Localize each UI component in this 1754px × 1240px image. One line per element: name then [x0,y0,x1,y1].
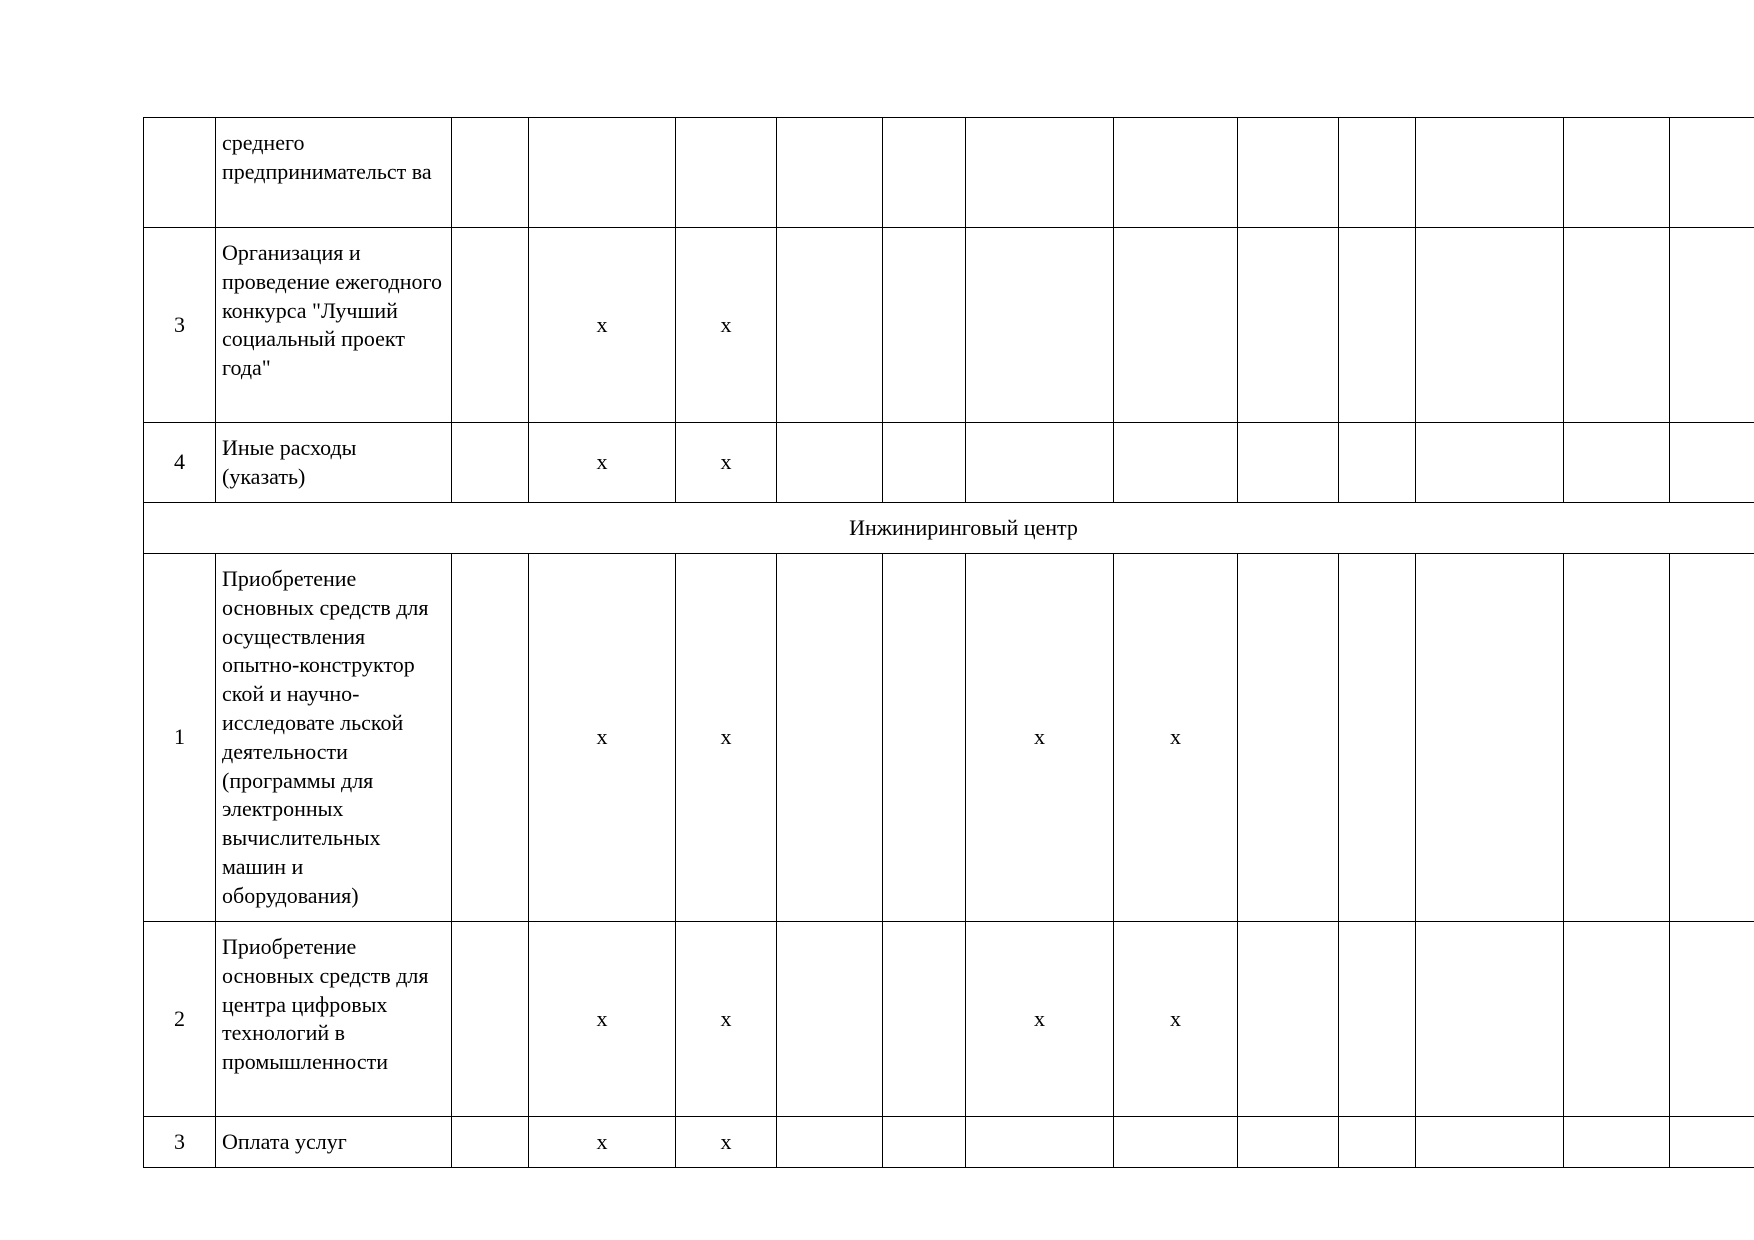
mark-cell [966,1117,1114,1168]
mark-cell: x [529,423,676,503]
mark-cell [1564,118,1670,228]
mark-cell [883,423,966,503]
mark-cell [777,1117,883,1168]
table-row [144,423,1754,503]
mark-cell: x [1114,922,1238,1117]
mark-cell [1114,1117,1238,1168]
section-title: Инжиниринговый центр [144,503,1754,554]
mark-cell [1670,118,1754,228]
mark-cell: x [529,554,676,922]
mark-cell [777,228,883,423]
mark-cell [1339,554,1416,922]
mark-cell [883,554,966,922]
table-row [144,228,1754,423]
mark-cell: x [966,922,1114,1117]
row-name-cell: Приобретение основных средств для осуществления опытно-конструктор ской и научно-исследовате льской деятельности (программы для электронных вычислительных машин и оборудования) [216,554,452,922]
row-name-cell: среднего предпринимательст ва [216,118,452,228]
row-name-cell: Организация и проведение ежегодного конкурса "Лучший социальный проект года" [216,228,452,423]
mark-cell [452,1117,529,1168]
row-number-cell: 1 [144,554,216,922]
mark-cell: x [1114,554,1238,922]
mark-cell [966,118,1114,228]
mark-cell [1564,423,1670,503]
row-name-cell: Приобретение основных средств для центра цифровых технологий в промышленности [216,922,452,1117]
table-row [144,1117,1754,1168]
mark-cell [1238,118,1339,228]
row-number-cell [144,118,216,228]
mark-cell: x [676,554,777,922]
row-number-cell: 3 [144,228,216,423]
mark-cell [883,228,966,423]
expenses-table [143,117,1754,1168]
mark-cell [1114,228,1238,423]
mark-cell [777,922,883,1117]
table-body [144,118,1754,1168]
mark-cell [883,118,966,228]
mark-cell [1564,1117,1670,1168]
mark-cell [452,228,529,423]
mark-cell [1114,118,1238,228]
mark-cell [883,1117,966,1168]
mark-cell [1670,554,1754,922]
mark-cell [1416,1117,1564,1168]
table-row [144,118,1754,228]
mark-cell [1564,554,1670,922]
mark-cell [1416,922,1564,1117]
mark-cell [452,423,529,503]
mark-cell: x [529,1117,676,1168]
mark-cell [452,118,529,228]
mark-cell [452,554,529,922]
mark-cell: x [966,554,1114,922]
row-number-cell: 4 [144,423,216,503]
mark-cell [1670,1117,1754,1168]
mark-cell [1238,554,1339,922]
mark-cell [1238,228,1339,423]
row-name-cell: Иные расходы (указать) [216,423,452,503]
mark-cell [1416,423,1564,503]
mark-cell [1670,228,1754,423]
mark-cell [777,118,883,228]
row-number-cell: 3 [144,1117,216,1168]
mark-cell [1416,554,1564,922]
mark-cell [1564,922,1670,1117]
mark-cell [966,228,1114,423]
mark-cell [1416,228,1564,423]
mark-cell [1339,423,1416,503]
mark-cell: x [676,228,777,423]
mark-cell [1238,423,1339,503]
mark-cell [1114,423,1238,503]
row-number-cell: 2 [144,922,216,1117]
mark-cell: x [529,228,676,423]
mark-cell: x [676,423,777,503]
mark-cell: x [529,922,676,1117]
mark-cell [1339,1117,1416,1168]
mark-cell [1564,228,1670,423]
mark-cell [966,423,1114,503]
mark-cell [1339,118,1416,228]
mark-cell [1339,228,1416,423]
section-header-row [144,503,1754,554]
mark-cell [1238,922,1339,1117]
mark-cell [529,118,676,228]
mark-cell [883,922,966,1117]
mark-cell [452,922,529,1117]
mark-cell: x [676,1117,777,1168]
mark-cell [1238,1117,1339,1168]
mark-cell [676,118,777,228]
mark-cell [1670,423,1754,503]
mark-cell [777,423,883,503]
mark-cell [777,554,883,922]
mark-cell: x [676,922,777,1117]
row-name-cell: Оплата услуг [216,1117,452,1168]
table-row [144,922,1754,1117]
mark-cell [1416,118,1564,228]
table-row [144,554,1754,922]
mark-cell [1670,922,1754,1117]
mark-cell [1339,922,1416,1117]
